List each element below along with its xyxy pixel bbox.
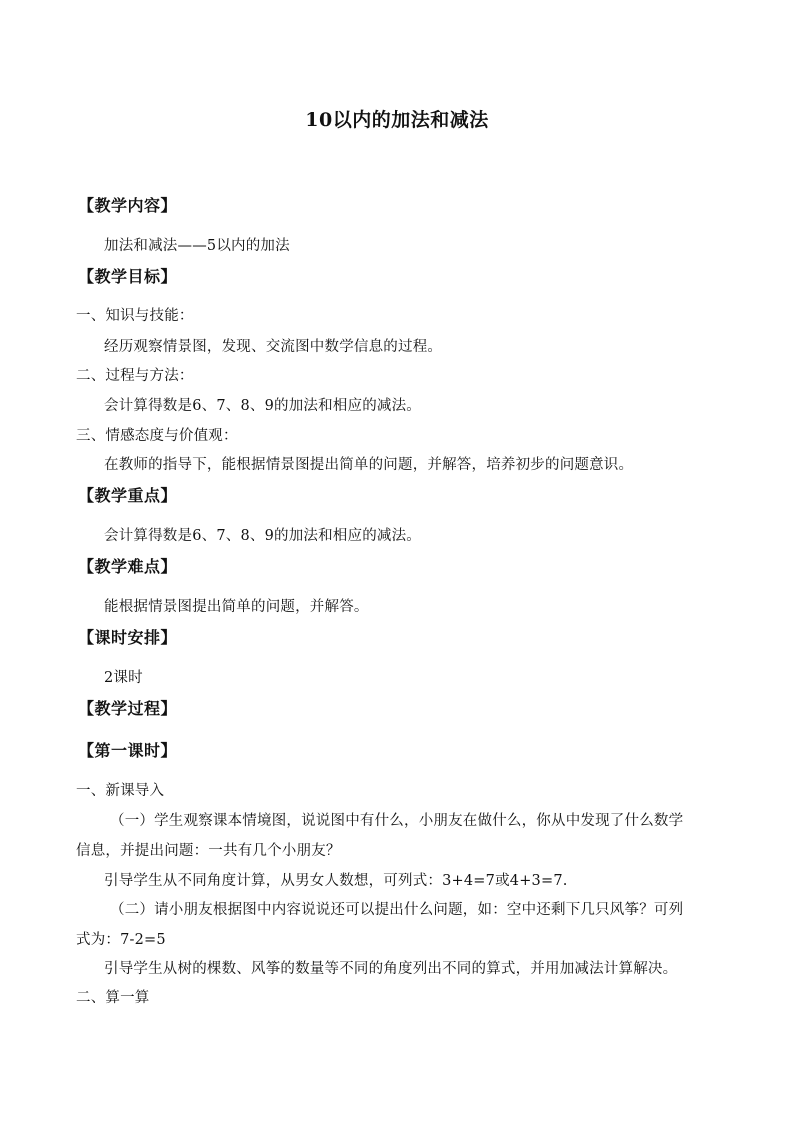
heading-lesson-1: 【第一课时】 (78, 741, 178, 760)
key-points-text: 会计算得数是6、7、8、9的加法和相应的减法。 (104, 528, 421, 544)
lesson1-part2-label: 二、算一算 (76, 990, 150, 1006)
heading-schedule: 【课时安排】 (78, 628, 178, 647)
lesson1-part1-label: 一、新课导入 (76, 783, 165, 799)
goal-label-2: 二、过程与方法： (76, 368, 194, 384)
heading-teaching-content: 【教学内容】 (78, 196, 178, 215)
heading-process: 【教学过程】 (78, 699, 178, 718)
lesson1-p1-line1: （一）学生观察课本情境图，说说图中有什么，小朋友在做什么，你从中发现了什么数学 (110, 813, 684, 829)
goal-text-3: 在教师的指导下，能根据情景图提出简单的问题，并解答，培养初步的问题意识。 (104, 457, 634, 473)
teaching-content-text: 加法和减法——5以内的加法 (104, 238, 290, 254)
difficulties-text: 能根据情景图提出简单的问题，并解答。 (104, 599, 369, 615)
lesson1-p3-line1: （二）请小朋友根据图中内容说说还可以提出什么问题，如：空中还剩下几只风筝？可列 (110, 902, 684, 918)
goal-text-1: 经历观察情景图，发现、交流图中数学信息的过程。 (104, 339, 443, 355)
page-title: 10以内的加法和减法 (305, 109, 489, 131)
heading-difficulties: 【教学难点】 (78, 557, 178, 576)
heading-key-points: 【教学重点】 (78, 486, 178, 505)
schedule-text: 2课时 (104, 670, 143, 686)
goal-label-1: 一、知识与技能： (76, 308, 194, 324)
goal-label-3: 三、情感态度与价值观： (76, 428, 238, 444)
heading-teaching-goals: 【教学目标】 (78, 267, 178, 286)
goal-text-2: 会计算得数是6、7、8、9的加法和相应的减法。 (104, 398, 421, 414)
lesson1-p2: 引导学生从不同角度计算，从男女人数想，可列式：3+4=7或4+3=7. (104, 873, 568, 889)
lesson1-p1-line2: 信息，并提出问题：一共有几个小朋友？ (76, 843, 341, 859)
lesson1-p3-line2: 式为：7-2=5 (76, 932, 166, 948)
lesson1-p4: 引导学生从树的棵数、风筝的数量等不同的角度列出不同的算式，并用加减法计算解决。 (104, 961, 678, 977)
